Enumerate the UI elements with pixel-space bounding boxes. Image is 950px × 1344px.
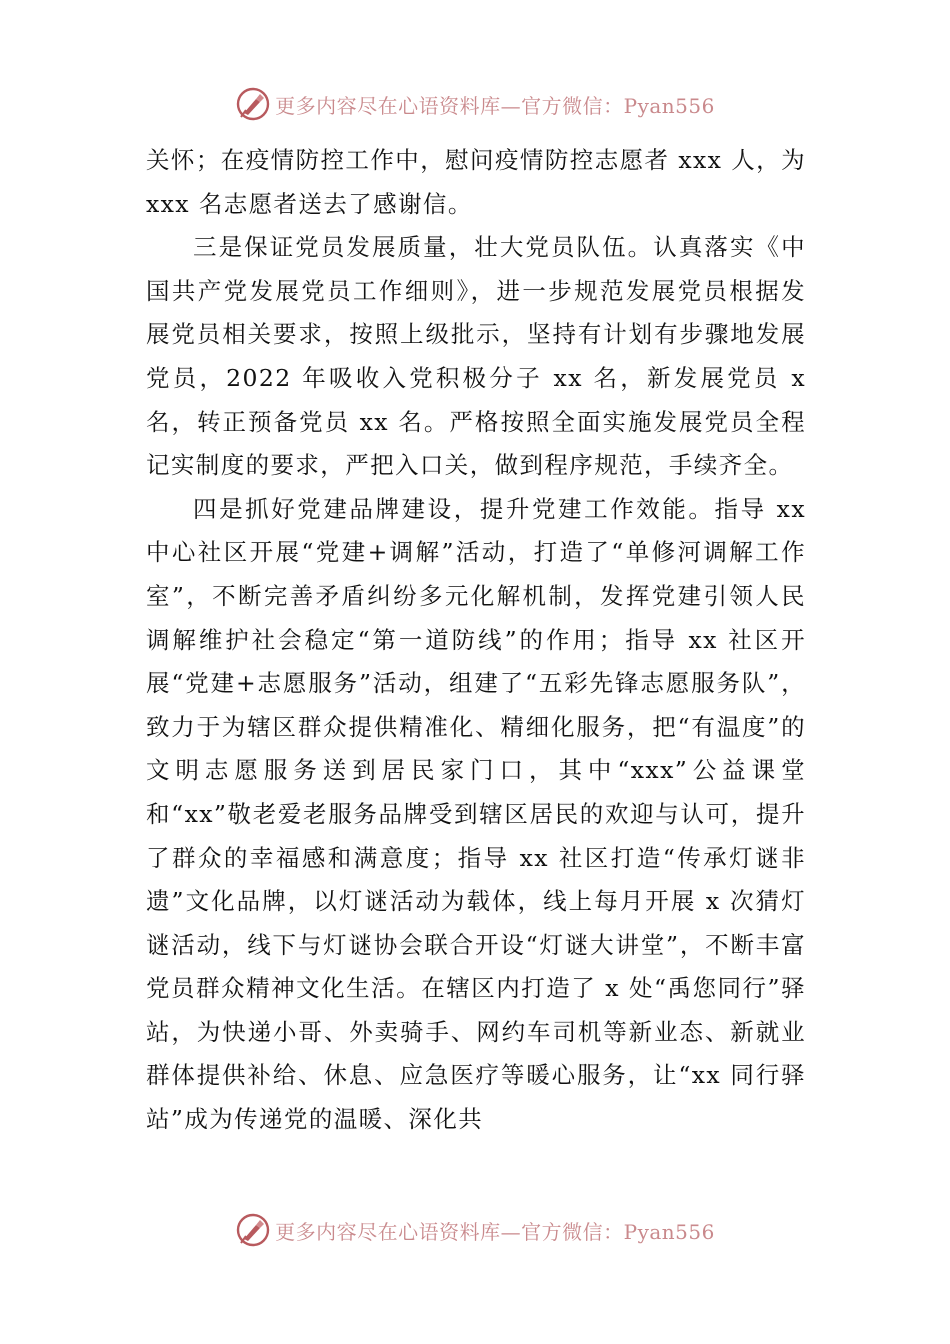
footer-watermark-banner bbox=[0, 1210, 950, 1250]
watermark-text: 更多内容尽在心语资料库—官方微信：Pyan556 bbox=[275, 93, 715, 118]
watermark-text: 更多内容尽在心语资料库—官方微信：Pyan556 bbox=[275, 1219, 715, 1244]
document-body bbox=[146, 139, 806, 1142]
header-watermark-banner bbox=[0, 84, 950, 124]
paragraph-party-brand-building: 四是抓好党建品牌建设，提升党建工作效能。指导 xx 中心社区开展“党建+调解”活动，打造了“单修河调解工作室”，不断完善矛盾纠纷多元化解机制，发挥党建引领人民调解维护社会稳定“第一道防线”的作用；指导 xx 社区开展“党建+志愿服务”活动，组建了“五彩先锋志愿服务队”，致力于为辖区群众提供精准化、精细化服务，把“有温度”的文明志愿服务送到居民家门口，其中“xxx”公益课堂和“xx”敬老爱老服务品牌受到辖区居民的欢迎与认可，提升了群众的幸福感和满意度；指导 xx 社区打造“传承灯谜非遗”文化品牌，以灯谜活动为载体，线上每月开展 x 次猜灯谜活动，线下与灯谜协会联合开设“灯谜大讲堂”，不断丰富党员群众精神文化生活。在辖区内打造了 x 处“禹您同行”驿站，为快递小哥、外卖骑手、网约车司机等新业态、新就业群体提供补给、休息、应急医疗等暖心服务，让“xx 同行驿站”成为传递党的温暖、深化共 bbox=[146, 494, 806, 1134]
paragraph-party-member-development: 三是保证党员发展质量，壮大党员队伍。认真落实《中国共产党发展党员工作细则》，进一步规范发展党员根据发展党员相关要求，按照上级批示，坚持有计划有步骤地发展党员，2022 年吸收入党积极分子 xx 名，新发展党员 x 名，转正预备党员 xx 名。严格按照全面实施发展党员全程记实制度的要求，严把入口关，做到程序规范，手续齐全。 bbox=[146, 233, 806, 480]
pen-nib-circle-icon bbox=[235, 1212, 271, 1248]
paragraph-continuation: 关怀；在疫情防控工作中，慰问疫情防控志愿者 xxx 人，为 xxx 名志愿者送去了感谢信。 bbox=[146, 146, 806, 218]
pen-nib-circle-icon bbox=[235, 86, 271, 122]
